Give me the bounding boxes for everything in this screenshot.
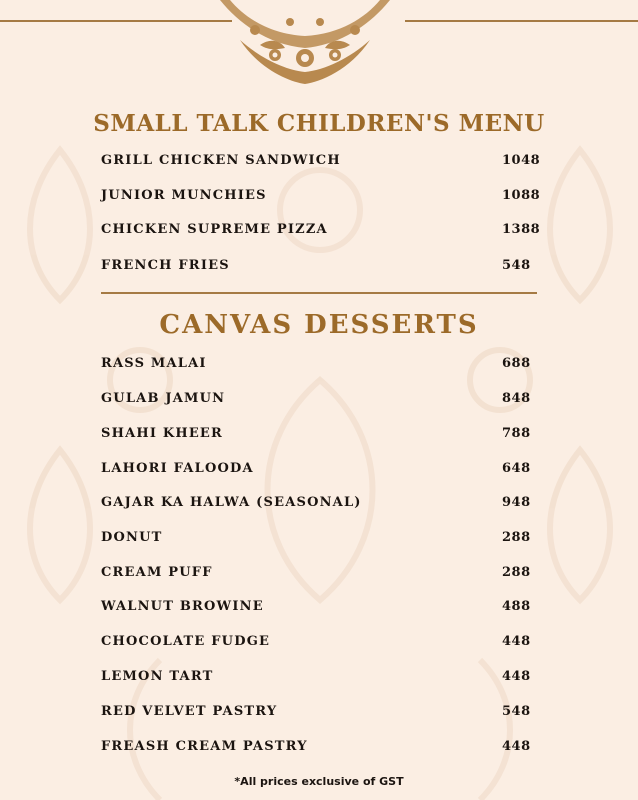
item-price: 488 — [502, 599, 531, 614]
menu-item-row — [101, 356, 537, 376]
item-name: RASS MALAI — [101, 356, 207, 371]
item-price: 448 — [502, 634, 531, 649]
item-price: 948 — [502, 495, 531, 510]
item-name: SHAHI KHEER — [101, 426, 224, 441]
item-name: CREAM PUFF — [101, 565, 213, 580]
menu-item-row — [101, 565, 537, 585]
menu-item-row — [101, 739, 537, 759]
item-price: 1048 — [502, 153, 541, 168]
item-price: 688 — [502, 356, 531, 371]
menu-item-row — [101, 426, 537, 446]
menu-item-row — [101, 495, 537, 515]
menu-item-row — [101, 599, 537, 619]
menu-item-row — [101, 530, 537, 550]
item-name: RED VELVET PASTRY — [101, 704, 278, 719]
item-price: 1088 — [502, 188, 541, 203]
item-name: DONUT — [101, 530, 163, 545]
item-price: 288 — [502, 565, 531, 580]
menu-item-row — [101, 258, 537, 278]
menu-item-row — [101, 153, 541, 173]
item-price: 648 — [502, 461, 531, 476]
item-price: 448 — [502, 739, 531, 754]
section-divider — [101, 292, 537, 294]
item-name: CHICKEN SUPREME PIZZA — [101, 222, 328, 237]
item-price: 788 — [502, 426, 531, 441]
menu-item-row — [101, 222, 541, 242]
item-name: LEMON TART — [101, 669, 214, 684]
item-price: 448 — [502, 669, 531, 684]
floral-ornament — [200, 0, 410, 84]
item-name: WALNUT BROWINE — [101, 599, 264, 614]
item-name: CHOCOLATE FUDGE — [101, 634, 271, 649]
item-name: GULAB JAMUN — [101, 391, 226, 406]
menu-item-row — [101, 391, 537, 411]
menu-item-row — [101, 669, 537, 689]
item-price: 548 — [502, 704, 531, 719]
item-price: 848 — [502, 391, 531, 406]
item-name: LAHORI FALOODA — [101, 461, 254, 476]
menu-item-row — [101, 634, 537, 654]
item-name: GRILL CHICKEN SANDWICH — [101, 153, 341, 168]
menu-item-row — [101, 461, 537, 481]
menu-item-row — [101, 704, 537, 724]
top-rule-left — [0, 20, 232, 22]
children-menu-title: SMALL TALK CHILDREN'S MENU — [93, 110, 545, 137]
item-price: 1388 — [502, 222, 541, 237]
gst-footnote: *All prices exclusive of GST — [234, 775, 404, 788]
item-name: FREASH CREAM PASTRY — [101, 739, 308, 754]
item-name: GAJAR KA HALWA (SEASONAL) — [101, 495, 362, 510]
item-name: FRENCH FRIES — [101, 258, 230, 273]
item-name: JUNIOR MUNCHIES — [101, 188, 267, 203]
menu-item-row — [101, 188, 541, 208]
desserts-title: CANVAS DESSERTS — [159, 310, 479, 340]
top-rule-right — [405, 20, 638, 22]
item-price: 548 — [502, 258, 531, 273]
item-price: 288 — [502, 530, 531, 545]
